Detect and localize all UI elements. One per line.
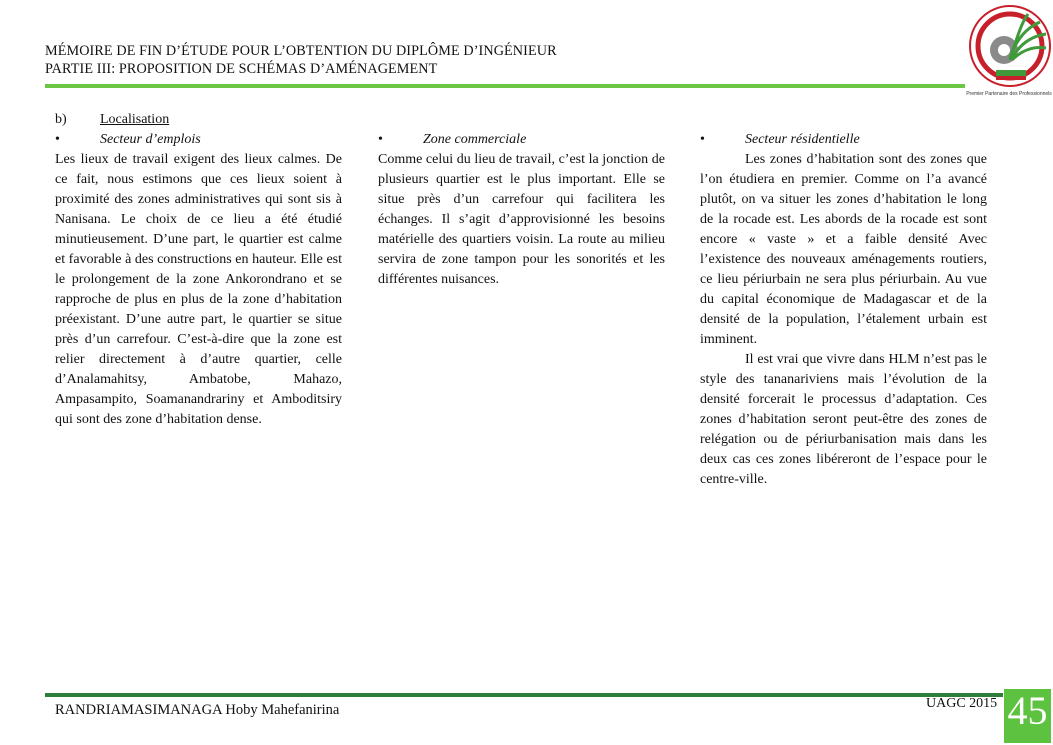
- section-marker: b): [55, 112, 67, 127]
- column-emplois: [55, 110, 342, 430]
- bullet-heading: [700, 130, 987, 150]
- school-logo: [966, 0, 1053, 98]
- bullet-title: Zone commerciale: [423, 132, 527, 147]
- bullet-title: Secteur résidentielle: [745, 132, 860, 147]
- bullet-icon: •: [378, 132, 383, 147]
- paragraph: Les lieux de travail exigent des lieux calmes. De ce fait, nous estimons que ces lieux soient à proximité des zones administratives qui sont sis à Nanisana. Le choix de ce lieu a été étudié minutieusement. D’une part, le quartier est calme et favorable à des constructions en hauteur. Elle est le prolongement de la zone Ankorondrano et se rapproche de plus en plus de la zone d’habitation préexistant. D’une autre part, le quartier se situe près d’un carrefour. C’est-à-dire que la zone est relier directement à d’autre quartier, celle d’Analamahitsy, Ambatobe, Mahazo, Ampasampito, Soamanandrariny et Amboditsiry qui sont des zone d’habitation dense.: [55, 152, 342, 427]
- bullet-title: Secteur d’emplois: [100, 132, 201, 147]
- paragraph: Les zones d’habitation sont des zones que l’on étudiera en premier. Comme on l’a avancé plutôt, on va situer les zones d’habitation le long de la rocade est. Les abords de la rocade est sont encore « vaste » et a faible densité Avec l’existence des nouveaux aménagements routiers, ce lieu périurbain ne sera plus périurbain. Au vue du capital économique de Madagascar et de la densité de la population, l’étalement urbain est imminent.: [700, 152, 987, 347]
- bullet-heading: [55, 130, 342, 150]
- column-commerciale: [378, 130, 665, 290]
- footer-rule: [45, 693, 1003, 697]
- paragraph: Comme celui du lieu de travail, c’est la jonction de plusieurs quartier est le plus important. Elle se situe près d’un carrefour qui facilitera les échanges. Il s’agit d’approvisionné les besoins matérielle des quartiers voisin. La route au milieu servira de zone tampon pour les sonorités et les différentes nuisances.: [378, 152, 665, 287]
- logo-caption: Premier Partenaire des Professionnels: [966, 91, 1052, 97]
- page-number: 45: [1004, 689, 1051, 743]
- section-heading: [55, 110, 342, 130]
- column-residentielle: [700, 130, 987, 490]
- bullet-icon: •: [55, 132, 60, 147]
- header-rule: [45, 84, 965, 88]
- header-line-1: MÉMOIRE DE FIN D’ÉTUDE POUR L’OBTENTION DU DIPLÔME D’INGÉNIEUR: [45, 43, 557, 59]
- footer-author: RANDRIAMASIMANAGA Hoby Mahefanirina: [55, 702, 340, 718]
- header-line-2: PARTIE III: PROPOSITION DE SCHÉMAS D’AMÉNAGEMENT: [45, 61, 438, 77]
- footer-org: UAGC 2015: [926, 696, 998, 711]
- bullet-heading: [378, 130, 665, 150]
- paragraph: Il est vrai que vivre dans HLM n’est pas le style des tananariviens mais l’évolution de la densité forcerait le processus d’adaptation. Ces zones d’habitation seront peut-être des zones de relégation ou de périurbanisation mais dans les deux cas ces zones libéreront de l’espace pour le centre-ville.: [700, 352, 987, 487]
- school-logo-icon: [966, 0, 1053, 98]
- bullet-icon: •: [700, 132, 705, 147]
- header-titles: [45, 42, 557, 78]
- section-title: Localisation: [100, 112, 170, 127]
